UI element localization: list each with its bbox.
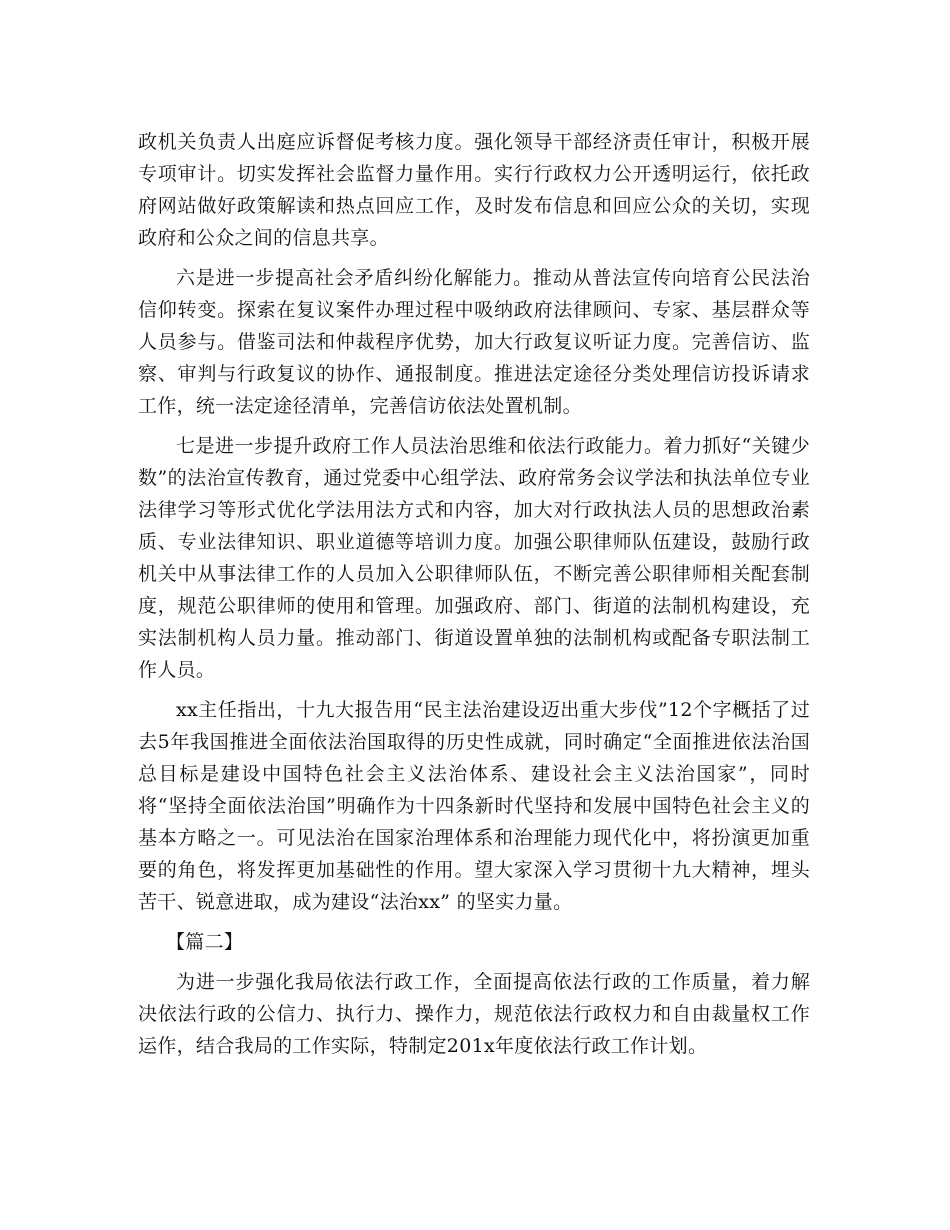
paragraph-continuation: 政机关负责人出庭应诉督促考核力度。强化领导干部经济责任审计，积极开展专项审计。切实发挥社会监督力量作用。实行行政权力公开透明运行，依托政府网站做好政策解读和热点回应工作，及时发布信息和回应公众的关切，实现政府和公众之间的信息共享。 [138,131,810,249]
paragraph-point-six: 六是进一步提高社会矛盾纠纷化解能力。推动从普法宣传向培育公民法治信仰转变。探索在复议案件办理过程中吸纳政府法律顾问、专家、基层群众等人员参与。借鉴司法和仲裁程序优势，加大行政复议听证力度。完善信访、监察、审判与行政复议的协作、通报制度。推进法定途径分类处理信访投诉请求工作，统一法定途径清单，完善信访依法处置机制。 [138,267,810,417]
paragraph-section-two-intro: 为进一步强化我局依法行政工作，全面提高依法行政的工作质量，着力解决依法行政的公信力、执行力、操作力，规范依法行政权力和自由裁量权工作运作，结合我局的工作实际，特制定201x年度依法行政工作计划。 [138,971,810,1057]
paragraph-director-remarks: xx主任指出，十九大报告用“民主法治建设迈出重大步伐”12个字概括了过去5年我国推进全面依法治国取得的历史性成就，同时确定“全面推进依法治国总目标是建设中国特色社会主义法治体系、建设社会主义法治国家”，同时将“坚持全面依法治国”明确作为十四条新时代坚持和发展中国特色社会主义的基本方略之一。可见法治在国家治理体系和治理能力现代化中，将扮演更加重要的角色，将发挥更加基础性的作用。望大家深入学习贯彻十九大精神，埋头苦干、锐意进取，成为建设“法治xx” 的坚实力量。 [138,699,810,913]
section-heading: 【篇二】 [166,931,244,953]
document-body [138,126,810,1070]
paragraph-point-seven: 七是进一步提升政府工作人员法治思维和依法行政能力。着力抓好“关键少数”的法治宣传教育，通过党委中心组学法、政府常务会议学法和执法单位专业法律学习等形式优化学法用法方式和内容，加大对行政执法人员的思想政治素质、专业法律知识、职业道德等培训力度。加强公职律师队伍建设，鼓励行政机关中从事法律工作的人员加入公职律师队伍，不断完善公职律师相关配套制度，规范公职律师的使用和管理。加强政府、部门、街道的法制机构建设，充实法制机构人员力量。推动部门、街道设置单独的法制机构或配备专职法制工作人员。 [138,435,810,681]
